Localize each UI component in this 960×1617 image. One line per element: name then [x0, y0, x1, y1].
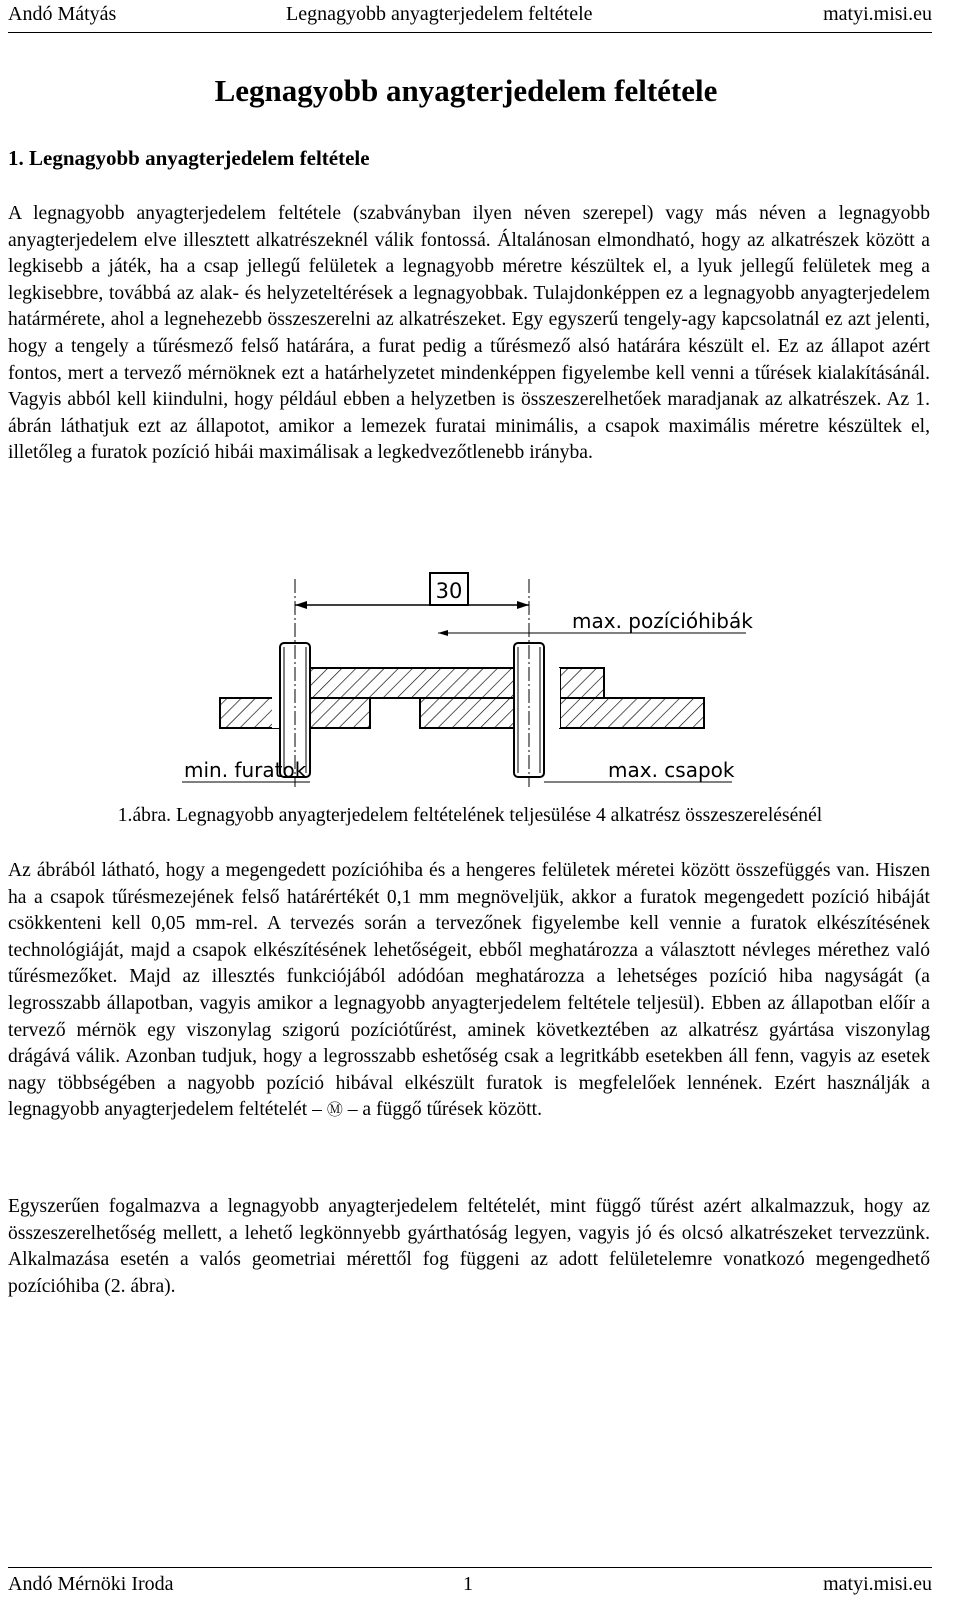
header-title: Legnagyobb anyagterjedelem feltétele	[286, 3, 593, 25]
page-title: Legnagyobb anyagterjedelem feltétele	[214, 73, 718, 108]
section-title: 1. Legnagyobb anyagterjedelem feltétele	[8, 146, 370, 170]
page-footer	[8, 1570, 932, 1600]
footer-page-number: 1	[463, 1573, 473, 1595]
label-min-holes: min. furatok	[184, 758, 307, 782]
plate-top	[310, 668, 530, 698]
header-divider	[8, 32, 932, 33]
dimension-box	[430, 573, 468, 605]
footer-site: matyi.misi.eu	[823, 1573, 932, 1595]
dimension-value: 30	[435, 579, 463, 603]
mmc-symbol: Ⓜ	[326, 1100, 343, 1120]
header-site: matyi.misi.eu	[823, 3, 932, 25]
paragraph-3: Egyszerűen fogalmazva a legnagyobb anyagterjedelem feltételét, mint függő tűrést azért alkalmazzuk, hogy az összeszerelhetőség mellett, a lehető legkönnyebb gyárthatóság legyen, vagyis jó és olcsó alkatrészeket tervezzünk. Alkalmazása esetén a valós geometriai mérettől fog függeni az adott felületelemre vonatkozó megengedhető pozícióhiba (2. ábra).	[8, 1196, 930, 1297]
label-position-error: max. pozícióhibák	[572, 609, 753, 633]
footer-company: Andó Mérnöki Iroda	[8, 1573, 174, 1595]
assembly-figure	[176, 565, 756, 787]
page-header	[8, 0, 932, 30]
paragraph-1: A legnagyobb anyagterjedelem feltétele (szabványban ilyen néven szerepel) vagy más néven a legnagyobb anyagterjedelem elve illesztett alkatrészeknél válik fontossá. Általánosan elmondható, hogy az alkatrészek között a legkisebb a játék, ha a csap jellegű felületek a legnagyobb méretre készültek el, a lyuk jellegű felületek meg a legkisebbre, továbbá az alak- és helyzeteltérések a legnagyobbak. Tulajdonképpen ez a legnagyobb anyagterjedelem határmérete, ahol a legnehezebb összeszerelni az alkatrészeket. Egy egyszerű tengely-agy kapcsolatnál ez azt jelenti, hogy a tengely a tűrésmező felső határára, a furat pedig a tűrésmező alsó határára készült el. Ez az állapot azért fontos, mert a tervező mérnöknek ezt a határhelyzetet mindenképpen figyelembe kell venni a tűrések kialakításánál. Vagyis abból kell kiindulni, hogy például ebben a helyzetben is összeszerelhetőek maradjanak az alkatrészek. Az 1. ábrán láthatjuk ezt az állapotot, amikor a lemezek furatai minimális, a csapok maximális méretre készültek el, illetőleg a furatok pozíció hibái maximálisak a legkedvezőtlenebb irányba.	[8, 203, 930, 464]
paragraph-2: Az ábrából látható, hogy a megengedett pozícióhiba és a hengeres felületek méretei között összefüggés van. Hiszen ha a csapok tűrésmezejének felső határértékét 0,1 mm megnöveljük, akkor a furatok megengedett pozíció hibáját csökkenteni kell 0,05 mm-rel. A tervezés során a tervezőnek figyelembe kell vennie a furatok elkészítésének technológiáját, majd a csapok elkészítésének lehetőségeit, ebből meghatározza a választott névleges mérethez való tűrésmezőket. Majd az illesztés funkciójából adódóan meghatározza a lehetséges pozíció hiba nagyságát (a legrosszabb állapotban, vagyis amikor a legnagyobb anyagterjedelem feltétele teljesül). Ebben az állapotban előír a tervező mérnök egy viszonylag szigorú pozíciótűrést, aminek következtében az alkatrész gyártása viszonylag drágává válik. Azonban tudjuk, hogy a legrosszabb eshetőség csak a legritkább esetekben áll fenn, vagyis az esetek nagy többségében a nagyobb pozíció hibával elkészült furatok is megfelelőek lennének. Ezért használják a legnagyobb anyagterjedelem feltételét – Ⓜ – a függő tűrések között.	[8, 860, 930, 1121]
plate-top-right	[560, 668, 604, 698]
label-max-pins: max. csapok	[608, 758, 735, 782]
header-author: Andó Mátyás	[8, 3, 117, 25]
footer-divider	[8, 1567, 932, 1568]
figure-caption: 1.ábra. Legnagyobb anyagterjedelem feltételének teljesülése 4 alkatrész összeszerelésénél	[117, 805, 823, 826]
